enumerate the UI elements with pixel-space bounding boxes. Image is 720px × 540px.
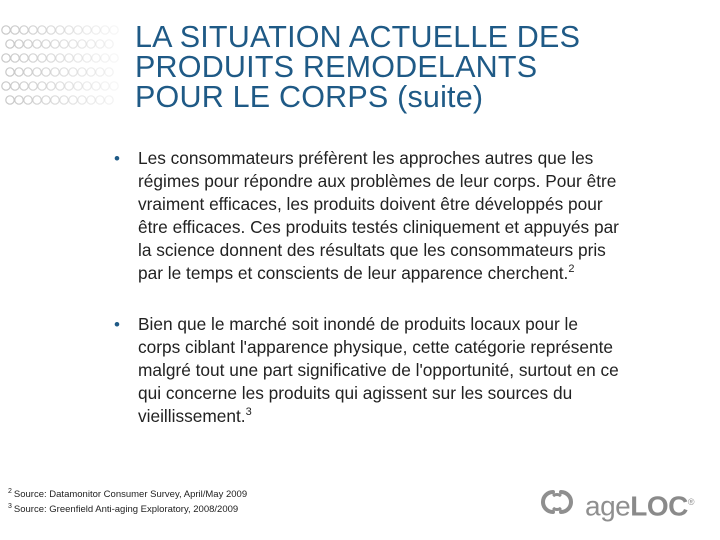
bullet-text-line: vraiment efficaces, les produits doivent être développés pour xyxy=(138,194,603,214)
bullet-item-2 xyxy=(108,313,698,428)
footnote-3 xyxy=(8,501,247,516)
bullet-text-line: Bien que le marché soit inondé de produits locaux pour le xyxy=(138,314,578,334)
bullet-text-line: qui concerne les produits qui agissent sur les sources du xyxy=(138,383,573,403)
footnote-text: Source: Datamonitor Consumer Survey, April/May 2009 xyxy=(13,489,248,501)
bullet-text-line: malgré tout une part significative de l'opportunité, surtout en ce xyxy=(138,360,619,380)
footnote-2 xyxy=(8,486,247,501)
footnotes xyxy=(8,486,247,516)
title-line-3: POUR LE CORPS (suite) xyxy=(135,80,484,114)
ageloc-wordmark xyxy=(585,484,694,524)
bullet-text-segment: par le temps et conscients de leur apparence cherchent. xyxy=(138,263,569,283)
bullet-text-line: corps ciblant l'apparence physique, cette catégorie représente xyxy=(138,337,613,357)
footnote-reference: 2 xyxy=(568,263,575,276)
registered-mark: ® xyxy=(687,497,694,507)
bullet-icon: • xyxy=(114,315,120,334)
page-title xyxy=(135,22,705,112)
bullet-icon: • xyxy=(114,149,120,168)
bullet-text-line: régimes pour répondre aux problèmes de leur corps. Pour être xyxy=(138,171,617,191)
title-line-1: LA SITUATION ACTUELLE DES xyxy=(135,20,581,54)
bullet-text-line: Les consommateurs préfèrent les approches autres que les xyxy=(138,148,594,168)
bullet-item-1 xyxy=(108,147,698,285)
bullet-list xyxy=(108,147,698,456)
footnote-number: 2 xyxy=(8,488,12,495)
logo-text-age: age xyxy=(585,490,631,522)
bullet-text-segment: vieillissement. xyxy=(138,406,246,426)
ageloc-logo xyxy=(533,484,693,520)
bullet-text-line: être efficaces. Ces produits testés cliniquement et appuyés par xyxy=(138,217,619,237)
footnote-reference: 3 xyxy=(245,406,252,419)
bullet-text-line xyxy=(138,405,698,428)
logo-text-loc: LOC xyxy=(630,490,688,522)
bullet-text-line xyxy=(138,262,698,285)
bullet-text-line: la science donnent des résultats que les consommateurs pris xyxy=(138,240,606,260)
title-line-2: PRODUITS REMODELANTS xyxy=(135,50,538,84)
footnote-text: Source: Greenfield Anti-aging Exploratory, 2008/2009 xyxy=(13,504,239,516)
decorative-circles-pattern xyxy=(0,22,132,114)
footnote-number: 3 xyxy=(8,503,12,511)
ageloc-symbol-icon xyxy=(533,484,581,520)
